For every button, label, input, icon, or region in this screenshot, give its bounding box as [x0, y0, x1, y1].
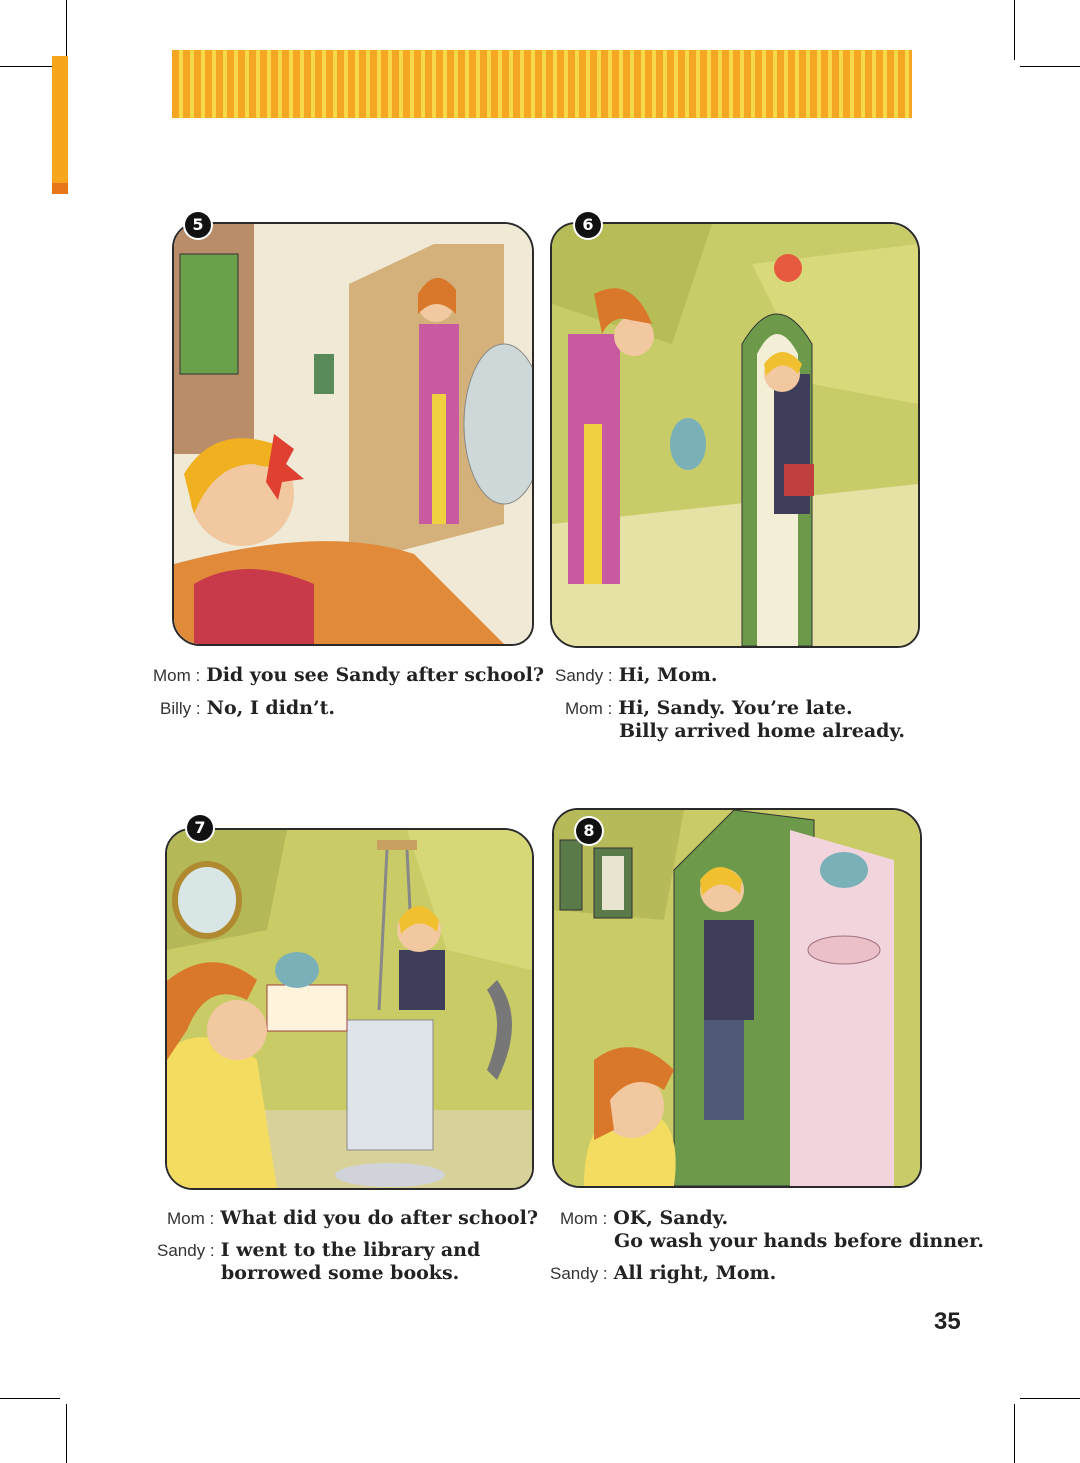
panel-7-illustration [167, 830, 532, 1188]
dialogue-line [555, 664, 717, 686]
dialogue-line [167, 1207, 538, 1229]
dialogue-text: I went to the library and [220, 1239, 481, 1261]
crop-mark [66, 0, 67, 60]
crop-mark [1020, 1398, 1080, 1399]
speaker-label: Mom : [153, 666, 201, 685]
dialogue-text: Did you see Sandy after school? [206, 664, 544, 686]
speaker-label: Sandy : [157, 1241, 215, 1260]
panel-number-badge: 5 [185, 212, 211, 238]
page-number: 35 [934, 1308, 961, 1335]
crop-mark [0, 1398, 60, 1399]
panel-6-illustration [552, 224, 918, 646]
crop-mark [0, 66, 60, 67]
speaker-label: Sandy : [550, 1264, 608, 1283]
speaker-label: Sandy : [555, 666, 613, 685]
dialogue-line [560, 1207, 728, 1229]
comic-panel-6 [550, 222, 920, 648]
panel-8-illustration [554, 810, 920, 1186]
dialogue-text: No, I didn’t. [206, 697, 336, 719]
header-banner [172, 50, 912, 118]
panel-5-illustration [174, 224, 532, 644]
dialogue-text: What did you do after school? [220, 1207, 538, 1229]
dialogue-line [157, 1239, 480, 1261]
dialogue-text-continued: Billy arrived home already. [619, 720, 905, 742]
dialogue-text-continued: Go wash your hands before dinner. [614, 1230, 985, 1252]
dialogue-text: Hi, Sandy. You’re late. [618, 697, 853, 719]
crop-mark [1020, 66, 1080, 67]
dialogue-text: All right, Mom. [613, 1262, 777, 1284]
speaker-label: Mom : [560, 1209, 608, 1228]
panel-number-badge: 8 [576, 818, 602, 844]
speaker-label: Mom : [167, 1209, 215, 1228]
crop-mark [1014, 1404, 1015, 1463]
panel-number-badge: 7 [187, 815, 213, 841]
comic-panel-8 [552, 808, 922, 1188]
crop-mark [66, 1404, 67, 1463]
dialogue-line [550, 1262, 776, 1284]
comic-panel-5 [172, 222, 534, 646]
dialogue-text-continued: borrowed some books. [221, 1262, 460, 1284]
chapter-tab [52, 56, 68, 194]
crop-mark [1014, 0, 1015, 60]
dialogue-line [160, 697, 335, 719]
speaker-label: Mom : [565, 699, 613, 718]
dialogue-text: OK, Sandy. [613, 1207, 729, 1229]
speaker-label: Billy : [160, 699, 201, 718]
dialogue-line [153, 664, 544, 686]
panel-number-badge: 6 [575, 212, 601, 238]
comic-panel-7 [165, 828, 534, 1190]
dialogue-line [565, 697, 853, 719]
dialogue-text: Hi, Mom. [618, 664, 718, 686]
